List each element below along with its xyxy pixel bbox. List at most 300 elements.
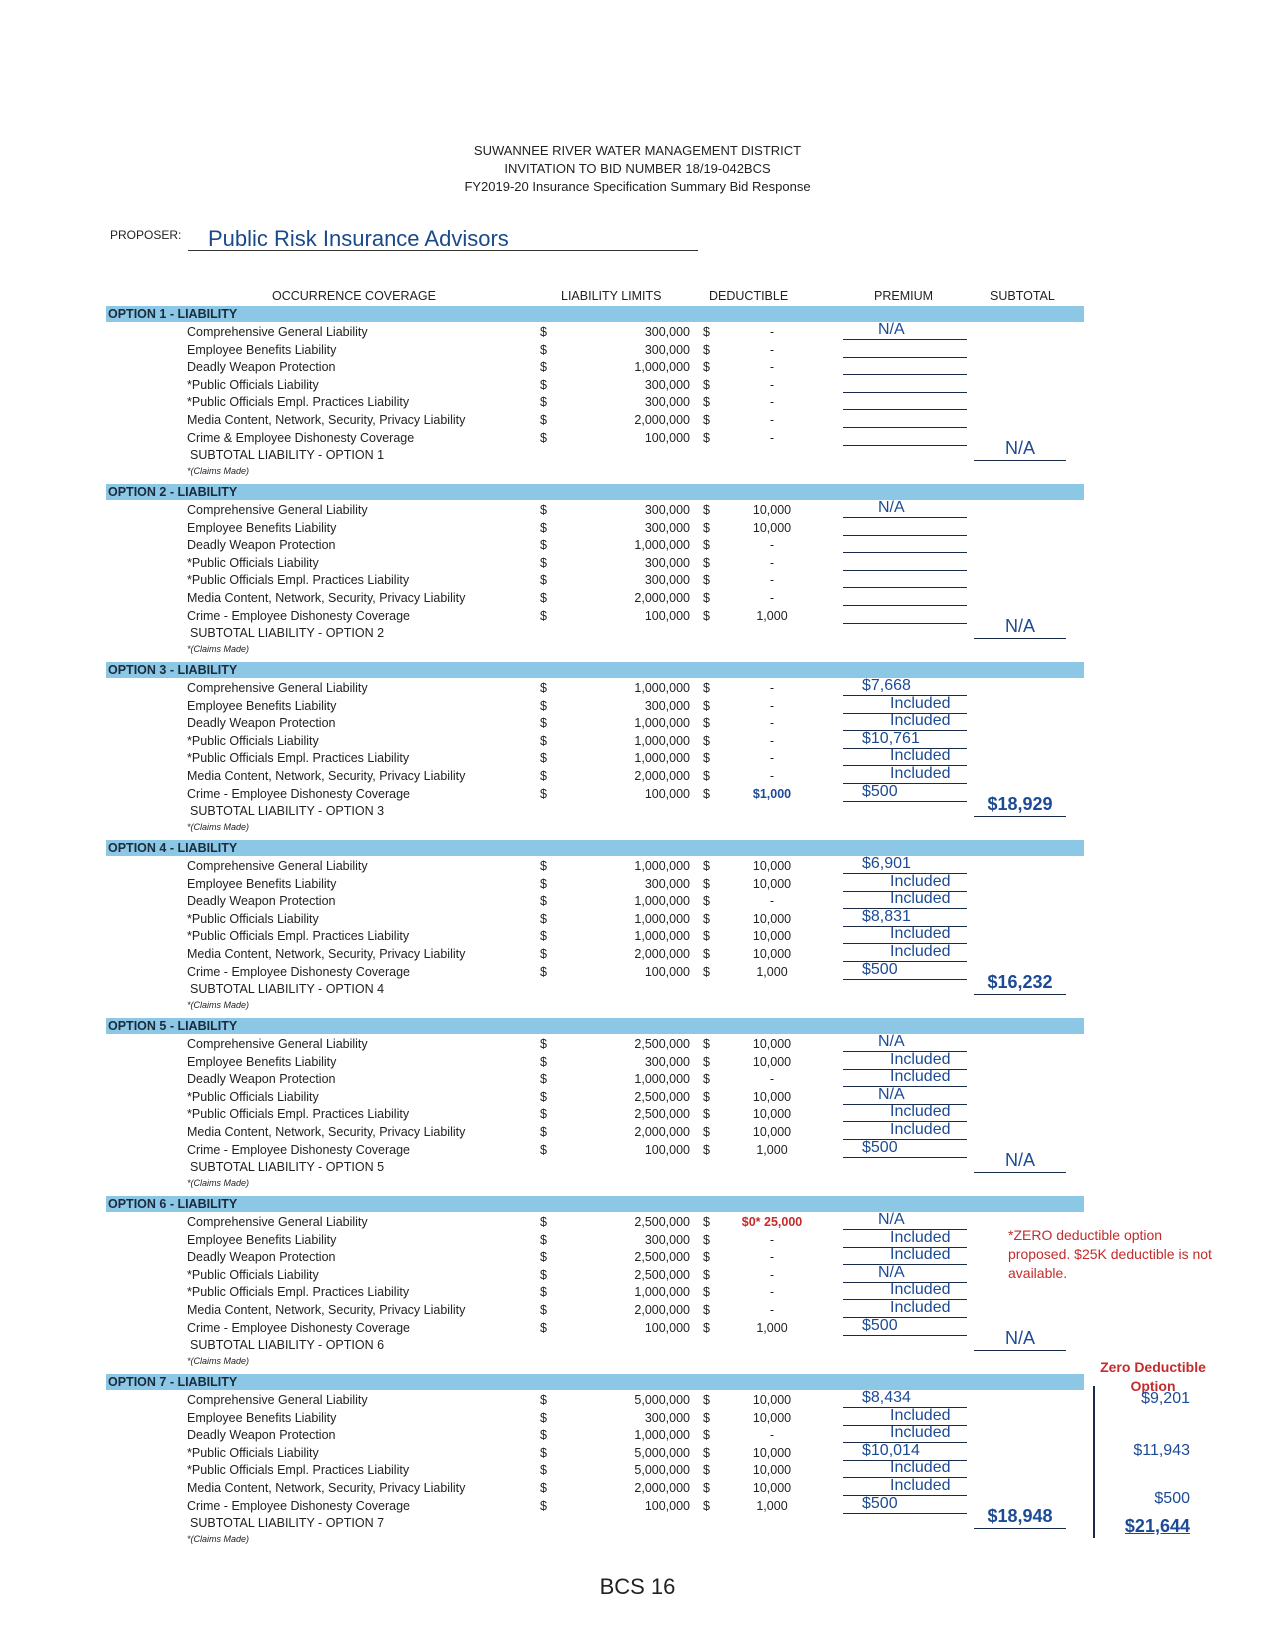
zero-deductible-divider [1093, 1386, 1095, 1538]
currency-symbol: $ [540, 608, 547, 623]
premium-value: $500 [862, 1494, 898, 1512]
liability-limit: 1,000,000 [634, 859, 690, 873]
subtotal-line [974, 816, 1066, 817]
deductible: 10,000 [752, 1463, 792, 1478]
coverage-name: *Public Officials Liability [187, 377, 319, 392]
deductible: 1,000 [756, 1320, 788, 1335]
subtotal-label: SUBTOTAL LIABILITY - OPTION 3 [190, 804, 385, 819]
deductible: 10,000 [752, 859, 792, 873]
currency-symbol: $ [540, 591, 547, 605]
liability-limit: 2,500,000 [634, 1215, 690, 1229]
coverage-name: Comprehensive General Liability [187, 503, 368, 517]
coverage-name: Employee Benefits Liability [187, 698, 337, 713]
coverage-name: *Public Officials Empl. Practices Liability [187, 1285, 410, 1300]
coverage-name: Comprehensive General Liability [187, 859, 368, 873]
coverage-name: Media Content, Network, Security, Privacy Liability [187, 769, 466, 783]
liability-limit: 1,000,000 [634, 1428, 690, 1443]
coverage-name: *Public Officials Empl. Practices Liability [187, 395, 410, 410]
option-header: OPTION 7 - LIABILITY [106, 1374, 1084, 1390]
premium-line [843, 587, 967, 588]
premium-line [843, 605, 967, 606]
coverage-name: *Public Officials Liability [187, 555, 319, 570]
liability-limit: 300,000 [644, 503, 690, 517]
premium-value: N/A [878, 1263, 905, 1281]
currency-symbol: $ [703, 1410, 710, 1425]
premium-line [843, 1264, 967, 1265]
premium-value: Included [890, 890, 951, 908]
coverage-name: Comprehensive General Liability [187, 681, 368, 695]
deductible: - [769, 894, 775, 909]
premium-value: $8,434 [862, 1389, 911, 1406]
deductible: 10,000 [752, 947, 792, 961]
zero-deductible-value: $500 [1154, 1490, 1190, 1507]
currency-symbol: $ [703, 1481, 710, 1495]
currency-symbol: $ [540, 1320, 547, 1335]
header-line-1: SUWANNEE RIVER WATER MANAGEMENT DISTRICT [473, 143, 802, 158]
liability-limit: 2,000,000 [634, 591, 690, 605]
currency-symbol: $ [540, 573, 547, 588]
premium-line [843, 623, 967, 624]
premium-line [843, 339, 967, 340]
currency-symbol: $ [703, 1072, 710, 1087]
deductible: - [769, 681, 775, 695]
premium-value: N/A [878, 1085, 905, 1103]
coverage-name: *Public Officials Liability [187, 911, 319, 926]
currency-symbol: $ [703, 769, 710, 783]
subtotal-line [974, 1528, 1066, 1529]
claims-made-note: *(Claims Made) [187, 1000, 250, 1011]
liability-limit: 300,000 [644, 395, 690, 410]
liability-limit: 300,000 [644, 1410, 690, 1425]
deductible: - [769, 538, 775, 553]
deductible: 10,000 [752, 876, 792, 891]
claims-made-note: *(Claims Made) [187, 822, 250, 833]
currency-symbol: $ [540, 1445, 547, 1460]
liability-limit: 2,000,000 [634, 413, 690, 427]
currency-symbol: $ [540, 555, 547, 570]
coverage-name: Crime & Employee Dishonesty Coverage [187, 430, 415, 445]
liability-limit: 300,000 [644, 573, 690, 588]
currency-symbol: $ [540, 503, 547, 517]
premium-value: N/A [878, 1211, 905, 1228]
deductible: 10,000 [752, 503, 792, 517]
currency-symbol: $ [703, 520, 710, 535]
liability-limit: 2,500,000 [634, 1250, 690, 1265]
proposer-underline [188, 250, 698, 251]
coverage-name: Crime - Employee Dishonesty Coverage [187, 786, 411, 801]
subtotal-label: SUBTOTAL LIABILITY - OPTION 7 [190, 1516, 385, 1531]
currency-symbol: $ [703, 859, 710, 873]
currency-symbol: $ [703, 377, 710, 392]
coverage-name: Media Content, Network, Security, Privacy Liability [187, 947, 466, 961]
liability-limit: 1,000,000 [634, 1285, 690, 1300]
coverage-name: Employee Benefits Liability [187, 342, 337, 357]
currency-symbol: $ [703, 325, 710, 339]
currency-symbol: $ [540, 681, 547, 695]
currency-symbol: $ [703, 929, 710, 944]
currency-symbol: $ [540, 698, 547, 713]
liability-limit: 2,500,000 [634, 1089, 690, 1104]
coverage-name: Media Content, Network, Security, Privacy Liability [187, 591, 466, 605]
option-header: OPTION 5 - LIABILITY [106, 1018, 1084, 1034]
deductible: - [769, 395, 775, 410]
deductible: 1,000 [756, 964, 788, 979]
currency-symbol: $ [540, 859, 547, 873]
currency-symbol: $ [540, 1215, 547, 1229]
coverage-name: Deadly Weapon Protection [187, 894, 336, 909]
deductible: 10,000 [752, 911, 792, 926]
liability-limit: 300,000 [644, 325, 690, 339]
option-header: OPTION 1 - LIABILITY [106, 306, 1084, 322]
premium-value: $500 [862, 782, 898, 800]
coverage-name: Crime - Employee Dishonesty Coverage [187, 1498, 411, 1513]
coverage-name: Employee Benefits Liability [187, 520, 337, 535]
deductible: - [769, 377, 775, 392]
option-header: OPTION 4 - LIABILITY [106, 840, 1084, 856]
deductible: - [769, 555, 775, 570]
currency-symbol: $ [703, 681, 710, 695]
currency-symbol: $ [540, 1410, 547, 1425]
deductible: $0* 25,000 [741, 1215, 803, 1229]
currency-symbol: $ [540, 1498, 547, 1513]
coverage-name: Employee Benefits Liability [187, 1410, 337, 1425]
premium-line [843, 392, 967, 393]
currency-symbol: $ [703, 555, 710, 570]
premium-line [843, 1513, 967, 1514]
currency-symbol: $ [540, 1072, 547, 1087]
currency-symbol: $ [540, 894, 547, 909]
coverage-name: *Public Officials Liability [187, 733, 319, 748]
liability-limit: 300,000 [644, 698, 690, 713]
deductible: - [769, 413, 775, 427]
coverage-name: Media Content, Network, Security, Privacy Liability [187, 1303, 466, 1317]
deductible: 10,000 [752, 1125, 792, 1139]
currency-symbol: $ [540, 1107, 547, 1122]
subtotal-value: N/A [1004, 1328, 1035, 1349]
subtotal-value: N/A [1004, 1150, 1035, 1171]
liability-limit: 2,000,000 [634, 1303, 690, 1317]
liability-limit: 100,000 [644, 608, 690, 623]
subtotal-label: SUBTOTAL LIABILITY - OPTION 2 [190, 626, 385, 641]
coverage-name: Comprehensive General Liability [187, 325, 368, 339]
premium-value: $500 [862, 960, 898, 978]
option6-note: *ZERO deductible option proposed. $25K deductible is not available. [1008, 1227, 1212, 1281]
subtotal-label: SUBTOTAL LIABILITY - OPTION 6 [190, 1338, 385, 1353]
premium-line [843, 445, 967, 446]
currency-symbol: $ [540, 413, 547, 427]
currency-symbol: $ [540, 1054, 547, 1069]
coverage-name: *Public Officials Empl. Practices Liability [187, 751, 410, 766]
deductible: 10,000 [752, 1481, 792, 1495]
premium-line [843, 979, 967, 980]
coverage-name: *Public Officials Empl. Practices Liability [187, 573, 410, 588]
currency-symbol: $ [540, 964, 547, 979]
premium-line [843, 1086, 967, 1087]
premium-line [843, 535, 967, 536]
liability-limit: 300,000 [644, 876, 690, 891]
premium-value: $500 [862, 1138, 898, 1156]
coverage-name: Media Content, Network, Security, Privacy Liability [187, 1481, 466, 1495]
liability-limit: 1,000,000 [634, 538, 690, 553]
deductible: 10,000 [752, 929, 792, 944]
currency-symbol: $ [540, 1142, 547, 1157]
deductible: - [769, 698, 775, 713]
coverage-name: Media Content, Network, Security, Privacy Liability [187, 413, 466, 427]
currency-symbol: $ [540, 1232, 547, 1247]
currency-symbol: $ [703, 911, 710, 926]
col-header-deductible: DEDUCTIBLE [709, 289, 789, 303]
claims-made-note: *(Claims Made) [187, 466, 250, 477]
subtotal-value: $16,232 [987, 972, 1053, 993]
subtotal-line [974, 994, 1066, 995]
coverage-name: Crime - Employee Dishonesty Coverage [187, 608, 411, 623]
coverage-name: *Public Officials Empl. Practices Liability [187, 1107, 410, 1122]
liability-limit: 1,000,000 [634, 716, 690, 731]
deductible: $1,000 [752, 786, 792, 801]
currency-symbol: $ [703, 733, 710, 748]
currency-symbol: $ [540, 911, 547, 926]
coverage-name: Deadly Weapon Protection [187, 1250, 336, 1265]
currency-symbol: $ [540, 1250, 547, 1265]
currency-symbol: $ [703, 786, 710, 801]
premium-line [843, 1335, 967, 1336]
proposer-name: Public Risk Insurance Advisors [208, 226, 509, 251]
deductible: 10,000 [752, 1393, 792, 1407]
header-line-2: INVITATION TO BID NUMBER 18/19-042BCS [504, 161, 771, 176]
deductible: 10,000 [752, 520, 792, 535]
premium-value: N/A [878, 321, 905, 338]
deductible: - [769, 591, 775, 605]
liability-limit: 2,500,000 [634, 1267, 690, 1282]
premium-value: $10,761 [862, 729, 920, 747]
currency-symbol: $ [703, 1267, 710, 1282]
currency-symbol: $ [703, 894, 710, 909]
currency-symbol: $ [703, 1250, 710, 1265]
currency-symbol: $ [540, 716, 547, 731]
liability-limit: 1,000,000 [634, 733, 690, 748]
currency-symbol: $ [540, 947, 547, 961]
currency-symbol: $ [703, 1037, 710, 1051]
premium-value: Included [890, 1121, 951, 1138]
liability-limit: 300,000 [644, 342, 690, 357]
currency-symbol: $ [703, 1498, 710, 1513]
currency-symbol: $ [703, 413, 710, 427]
currency-symbol: $ [703, 1320, 710, 1335]
currency-symbol: $ [703, 1107, 710, 1122]
liability-limit: 1,000,000 [634, 681, 690, 695]
currency-symbol: $ [703, 964, 710, 979]
currency-symbol: $ [540, 876, 547, 891]
coverage-name: Comprehensive General Liability [187, 1393, 368, 1407]
subtotal-line [974, 460, 1066, 461]
coverage-name: Crime - Employee Dishonesty Coverage [187, 1142, 411, 1157]
deductible: 10,000 [752, 1107, 792, 1122]
coverage-name: Media Content, Network, Security, Privacy Liability [187, 1125, 466, 1139]
liability-limit: 1,000,000 [634, 360, 690, 375]
coverage-name: Deadly Weapon Protection [187, 538, 336, 553]
currency-symbol: $ [540, 395, 547, 410]
premium-value: Included [890, 1228, 951, 1246]
coverage-name: Comprehensive General Liability [187, 1037, 368, 1051]
premium-value: Included [890, 943, 951, 960]
currency-symbol: $ [703, 1428, 710, 1443]
premium-value: Included [890, 1477, 951, 1494]
premium-value: N/A [878, 499, 905, 516]
deductible: 10,000 [752, 1410, 792, 1425]
liability-limit: 300,000 [644, 1232, 690, 1247]
premium-line [843, 552, 967, 553]
col-header-limits: LIABILITY LIMITS [561, 289, 662, 303]
currency-symbol: $ [540, 1285, 547, 1300]
currency-symbol: $ [540, 342, 547, 357]
currency-symbol: $ [540, 1481, 547, 1495]
currency-symbol: $ [540, 751, 547, 766]
liability-limit: 100,000 [644, 964, 690, 979]
liability-limit: 100,000 [644, 786, 690, 801]
deductible: - [769, 342, 775, 357]
premium-value: $8,831 [862, 907, 911, 925]
coverage-name: Employee Benefits Liability [187, 1054, 337, 1069]
premium-value: Included [890, 694, 951, 712]
currency-symbol: $ [703, 1215, 710, 1229]
coverage-name: Deadly Weapon Protection [187, 1428, 336, 1443]
premium-line [843, 409, 967, 410]
coverage-name: Deadly Weapon Protection [187, 716, 336, 731]
premium-value: Included [890, 765, 951, 782]
deductible: - [769, 325, 775, 339]
premium-value: Included [890, 925, 951, 943]
premium-value: $10,014 [862, 1441, 920, 1459]
deductible: - [769, 751, 775, 766]
liability-limit: 5,000,000 [634, 1463, 690, 1478]
coverage-name: Employee Benefits Liability [187, 876, 337, 891]
liability-limit: 1,000,000 [634, 911, 690, 926]
deductible: 10,000 [752, 1445, 792, 1460]
premium-line [843, 374, 967, 375]
page-footer: BCS 16 [599, 1574, 676, 1599]
premium-value: Included [890, 1424, 951, 1442]
premium-value: Included [890, 712, 951, 730]
premium-value: Included [890, 872, 951, 890]
currency-symbol: $ [540, 1303, 547, 1317]
option-header: OPTION 6 - LIABILITY [106, 1196, 1084, 1212]
premium-value: Included [890, 1246, 951, 1264]
col-header-coverage: OCCURRENCE COVERAGE [272, 289, 436, 303]
coverage-name: *Public Officials Liability [187, 1089, 319, 1104]
coverage-name: *Public Officials Empl. Practices Liability [187, 929, 410, 944]
premium-value: Included [890, 1068, 951, 1086]
premium-value: N/A [878, 1033, 905, 1050]
liability-limit: 100,000 [644, 430, 690, 445]
subtotal-value: $18,948 [987, 1506, 1053, 1527]
deductible: - [769, 1303, 775, 1317]
coverage-name: Deadly Weapon Protection [187, 1072, 336, 1087]
deductible: 1,000 [756, 1142, 788, 1157]
subtotal-line [974, 638, 1066, 639]
subtotal-label: SUBTOTAL LIABILITY - OPTION 5 [190, 1160, 385, 1175]
premium-value: Included [890, 1050, 951, 1068]
deductible: 1,000 [756, 1498, 788, 1513]
liability-limit: 2,000,000 [634, 947, 690, 961]
liability-limit: 100,000 [644, 1142, 690, 1157]
deductible: 10,000 [752, 1037, 792, 1051]
deductible: - [769, 1232, 775, 1247]
deductible: - [769, 1267, 775, 1282]
premium-value: $7,668 [862, 677, 911, 694]
liability-limit: 300,000 [644, 520, 690, 535]
premium-value: Included [890, 1299, 951, 1316]
deductible: - [769, 573, 775, 588]
currency-symbol: $ [540, 325, 547, 339]
liability-limit: 1,000,000 [634, 1072, 690, 1087]
deductible: - [769, 1250, 775, 1265]
currency-symbol: $ [703, 698, 710, 713]
zero-deductible-total: $21,644 [1124, 1516, 1190, 1536]
currency-symbol: $ [703, 1393, 710, 1407]
claims-made-note: *(Claims Made) [187, 1356, 250, 1367]
subtotal-value: N/A [1004, 616, 1035, 637]
liability-limit: 100,000 [644, 1498, 690, 1513]
premium-value: Included [890, 1406, 951, 1424]
deductible: - [769, 733, 775, 748]
claims-made-note: *(Claims Made) [187, 1534, 250, 1545]
liability-limit: 300,000 [644, 555, 690, 570]
premium-line [843, 1157, 967, 1158]
currency-symbol: $ [703, 1125, 710, 1139]
premium-line [843, 801, 967, 802]
claims-made-note: *(Claims Made) [187, 1178, 250, 1189]
currency-symbol: $ [703, 608, 710, 623]
proposer-label: PROPOSER: [110, 228, 182, 242]
currency-symbol: $ [703, 1303, 710, 1317]
liability-limit: 2,500,000 [634, 1037, 690, 1051]
currency-symbol: $ [703, 573, 710, 588]
premium-line [843, 357, 967, 358]
currency-symbol: $ [703, 1463, 710, 1478]
subtotal-line [974, 1172, 1066, 1173]
currency-symbol: $ [703, 591, 710, 605]
liability-limit: 2,000,000 [634, 1125, 690, 1139]
subtotal-value: $18,929 [987, 794, 1053, 815]
currency-symbol: $ [540, 377, 547, 392]
premium-value: $500 [862, 1316, 898, 1334]
col-header-subtotal: SUBTOTAL [990, 289, 1055, 303]
currency-symbol: $ [703, 1054, 710, 1069]
currency-symbol: $ [540, 1125, 547, 1139]
currency-symbol: $ [540, 520, 547, 535]
currency-symbol: $ [540, 1393, 547, 1407]
currency-symbol: $ [703, 947, 710, 961]
option-header: OPTION 2 - LIABILITY [106, 484, 1084, 500]
currency-symbol: $ [540, 1428, 547, 1443]
zero-deductible-value: $9,201 [1141, 1390, 1190, 1407]
currency-symbol: $ [540, 769, 547, 783]
document-header [0, 142, 1275, 196]
currency-symbol: $ [540, 430, 547, 445]
currency-symbol: $ [703, 1445, 710, 1460]
coverage-name: Employee Benefits Liability [187, 1232, 337, 1247]
liability-limit: 300,000 [644, 1054, 690, 1069]
header-line-3: FY2019-20 Insurance Specification Summary Bid Response [464, 179, 811, 194]
subtotal-line [974, 1350, 1066, 1351]
currency-symbol: $ [703, 876, 710, 891]
premium-value: Included [890, 1459, 951, 1477]
premium-value: Included [890, 1281, 951, 1299]
deductible: - [769, 1285, 775, 1300]
currency-symbol: $ [540, 1089, 547, 1104]
liability-limit: 2,000,000 [634, 1481, 690, 1495]
col-header-premium: PREMIUM [874, 289, 934, 303]
